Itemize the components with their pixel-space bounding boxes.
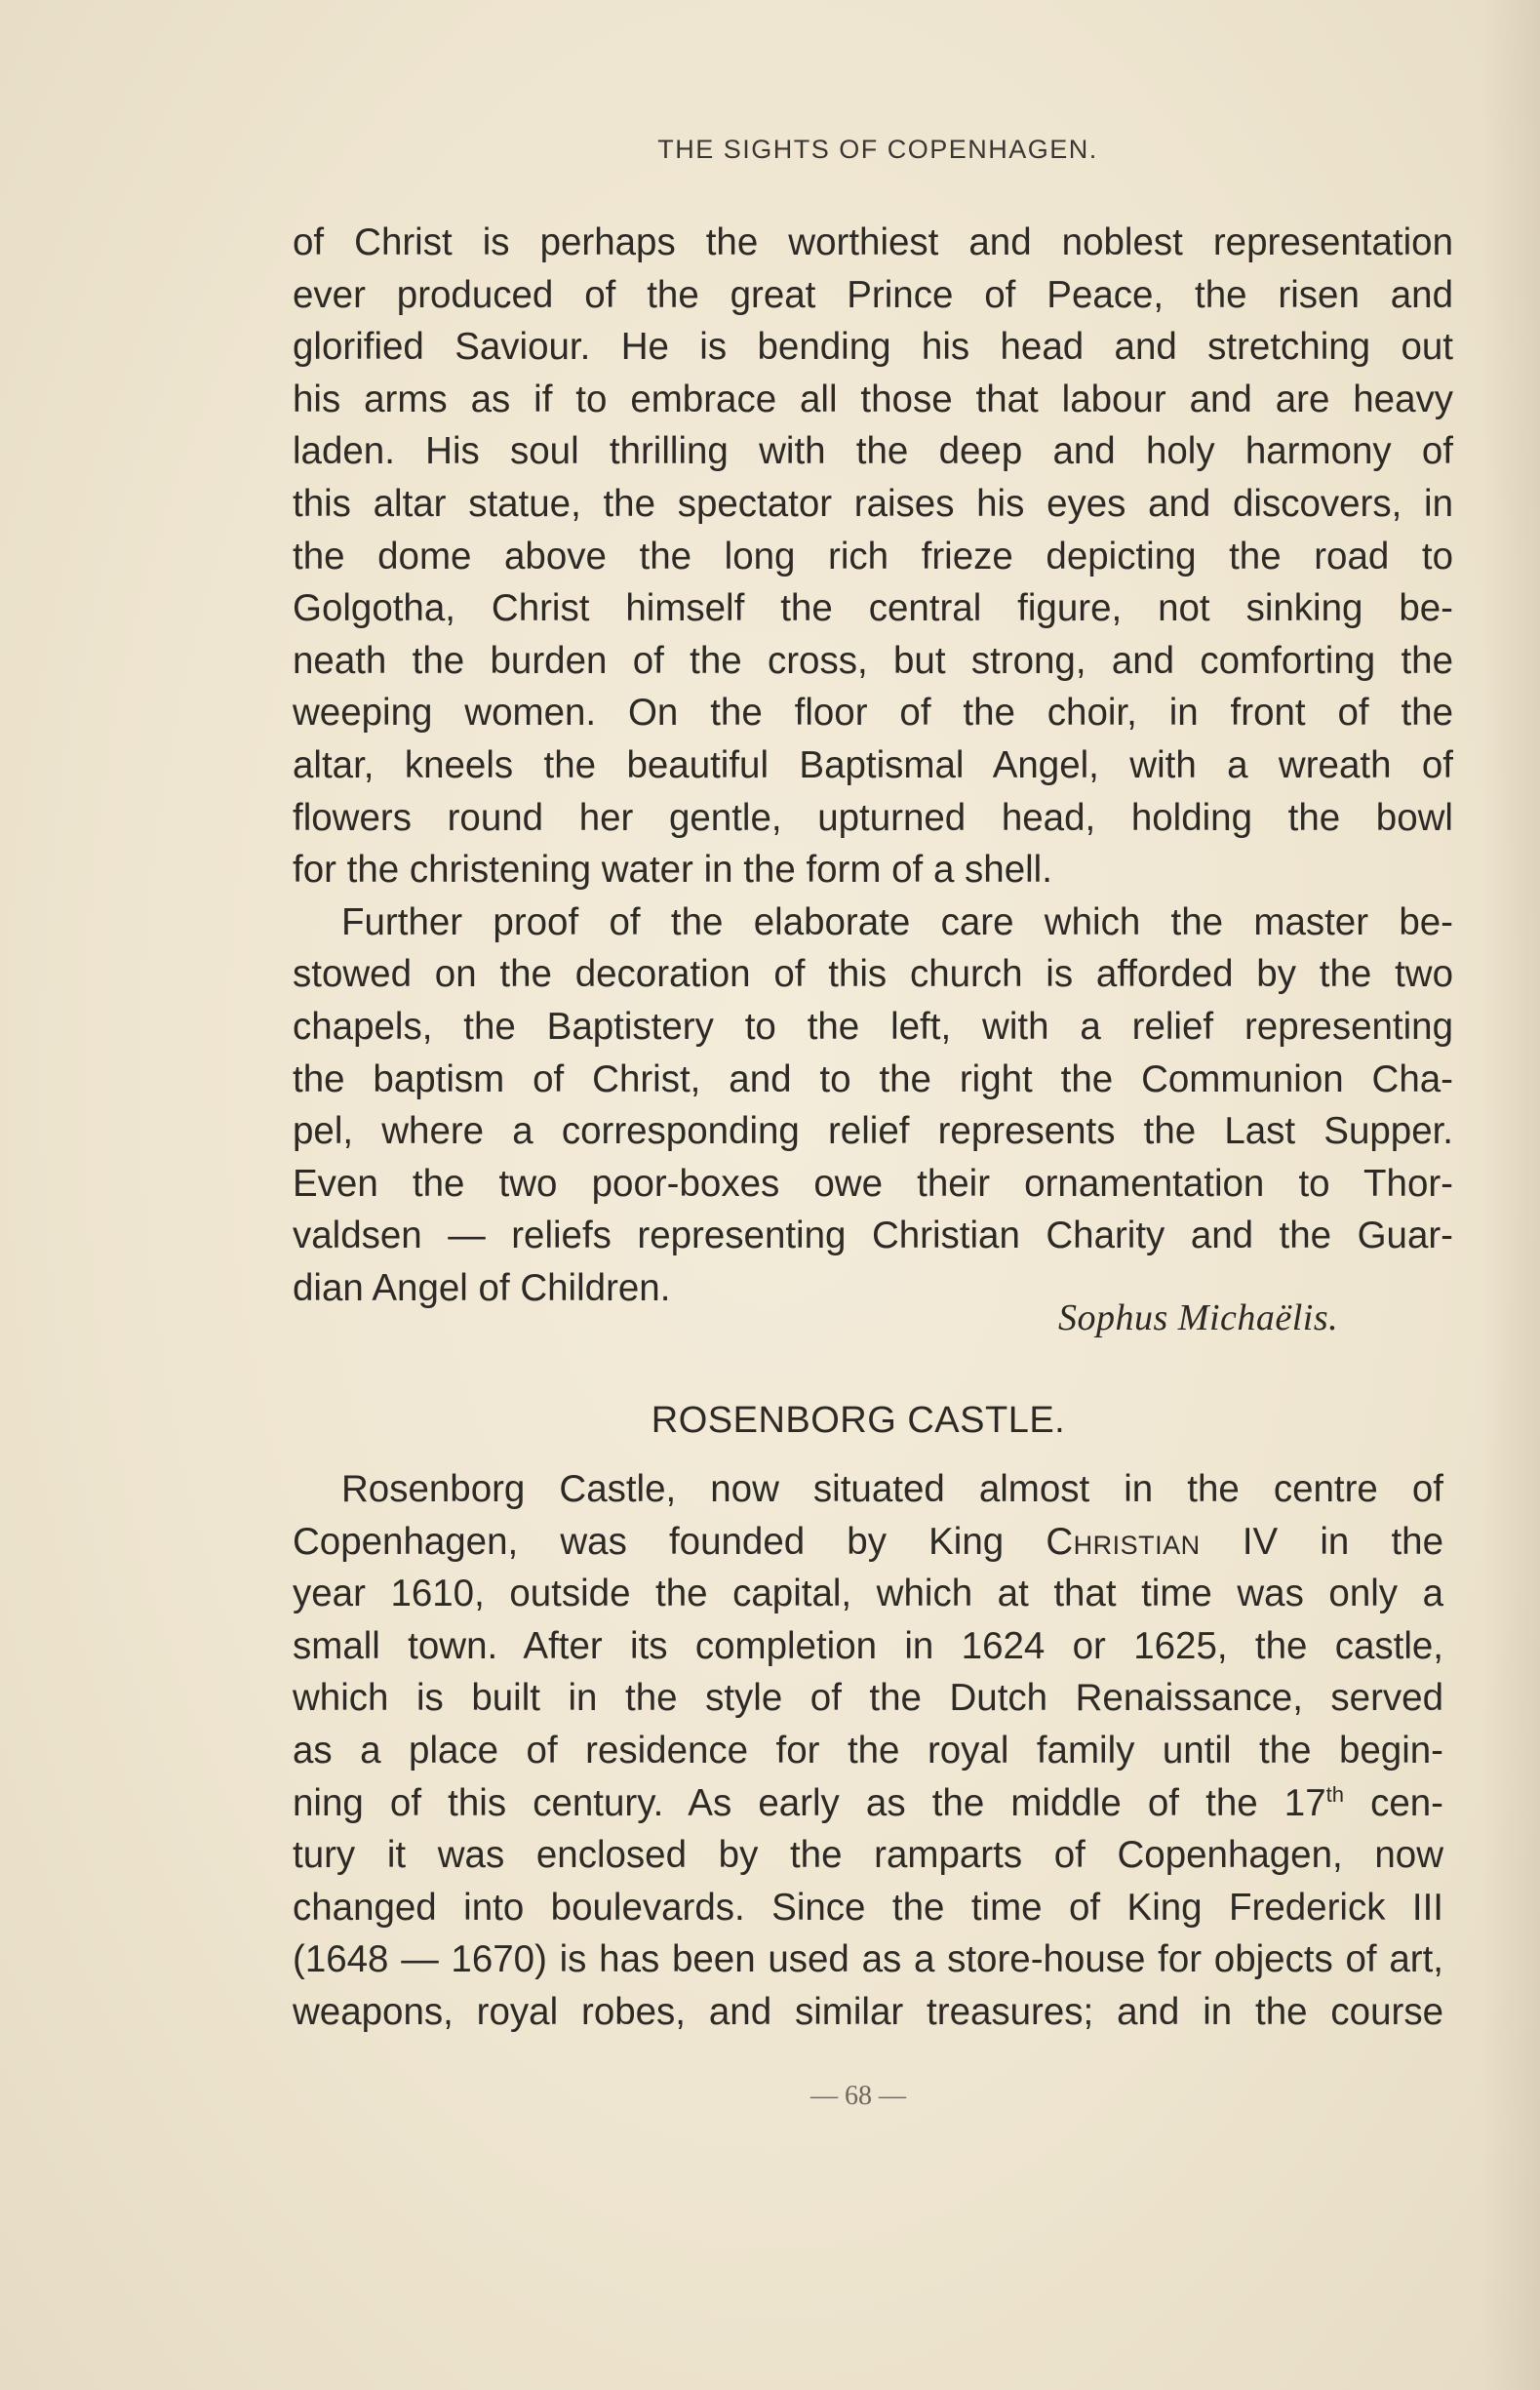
text-line: his arms as if to embrace all those that labour and are heavy [293, 378, 1453, 420]
text-fragment: ning of this century. As early as the middle of the 17 [293, 1781, 1326, 1824]
text-line: valdsen — reliefs representing Christian Charity and the Guar- [293, 1215, 1453, 1257]
text-line: glorified Saviour. He is bending his head and stretching out [293, 326, 1453, 369]
page-edge-shadow [1481, 0, 1540, 2390]
ordinal-superscript: th [1325, 1781, 1344, 1807]
text-line: weapons, royal robes, and similar treasures; and in the course [293, 1990, 1443, 2033]
main-text-lower [293, 1463, 1443, 2039]
running-head: THE SIGHTS OF COPENHAGEN. [657, 135, 1098, 164]
text-line: of Christ is perhaps the worthiest and noblest representation [293, 221, 1453, 263]
text-line: dian Angel of Children. [293, 1266, 671, 1309]
text-line: (1648 — 1670) is has been used as a store-house for objects of art, [293, 1938, 1443, 1981]
text-line: weeping women. On the floor of the choir, in front of the [293, 692, 1453, 735]
text-line: Golgotha, Christ himself the central figure, not sinking be- [293, 587, 1453, 630]
text-line: year 1610, outside the capital, which at that time was only a [293, 1573, 1443, 1615]
main-text-upper [293, 217, 1453, 1314]
text-line: pel, where a corresponding relief represents the Last Supper. [293, 1110, 1453, 1153]
text-line: neath the burden of the cross, but strong, and comforting the [293, 639, 1453, 682]
text-line: for the christening water in the form of a shell. [293, 849, 1052, 892]
text-fragment: Copenhagen, was founded by King [293, 1520, 1046, 1563]
text-line: small town. After its completion in 1624 or 1625, the castle, [293, 1624, 1443, 1667]
paragraph-thorvaldsen-christ [293, 217, 1453, 896]
text-line: Even the two poor-boxes owe their ornamentation to Thor- [293, 1162, 1453, 1205]
section-heading: ROSENBORG CASTLE. [651, 1400, 1066, 1441]
text-line: which is built in the style of the Dutch Renaissance, served [293, 1677, 1443, 1720]
text-line: Rosenborg Castle, now situated almost in the centre of [341, 1468, 1443, 1510]
paragraph-rosenborg [293, 1463, 1443, 2039]
text-line: this altar statue, the spectator raises his eyes and discovers, in [293, 482, 1453, 525]
text-line: changed into boulevards. Since the time of King Frederick III [293, 1886, 1443, 1929]
text-line: Further proof of the elaborate care which the master be- [341, 900, 1453, 943]
text-line: ever produced of the great Prince of Peace, the risen and [293, 273, 1453, 316]
text-line: flowers round her gentle, upturned head, holding the bowl [293, 796, 1453, 839]
text-line: tury it was enclosed by the ramparts of Copenhagen, now [293, 1834, 1443, 1877]
text-line: chapels, the Baptistery to the left, with a relief representing [293, 1005, 1453, 1048]
text-line: laden. His soul thrilling with the deep and holy harmony of [293, 430, 1453, 473]
text-fragment: cen- [1343, 1781, 1443, 1824]
page-number: — 68 — [810, 2081, 906, 2111]
text-line: stowed on the decoration of this church is afforded by the two [293, 953, 1453, 996]
paragraph-chapels [293, 896, 1453, 1315]
text-line: altar, kneels the beautiful Baptismal Angel, with a wreath of [293, 743, 1453, 786]
text-line: as a place of residence for the royal family until the begin- [293, 1729, 1443, 1772]
author-signature: Sophus Michaëlis. [1058, 1297, 1339, 1338]
text-line [293, 1516, 1443, 1569]
text-line: the baptism of Christ, and to the right the Communion Cha- [293, 1057, 1453, 1100]
king-name-smallcaps: Christian [1046, 1520, 1201, 1563]
text-fragment: IV in the [1200, 1520, 1444, 1563]
text-line: the dome above the long rich frieze depicting the road to [293, 535, 1453, 578]
text-line [293, 1777, 1443, 1830]
